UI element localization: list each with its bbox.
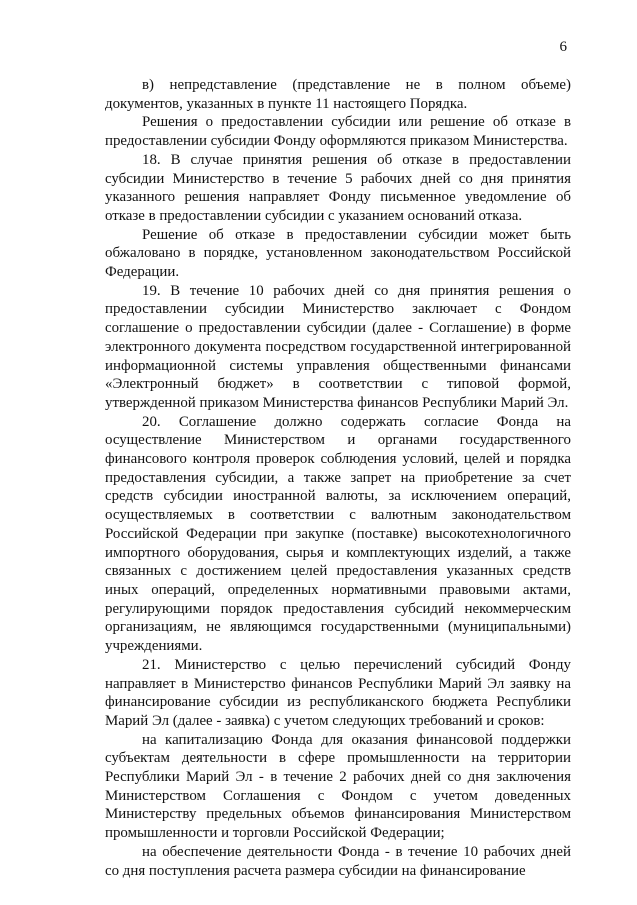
paragraph-appeal: Решение об отказе в предоставлении субсидии может быть обжаловано в порядке, установленном законодательством Российской Федерации. bbox=[105, 226, 571, 281]
document-body bbox=[105, 76, 571, 880]
paragraph-item-v: в) непредставление (представление не в полном объеме) документов, указанных в пункте 11 настоящего Порядка. bbox=[105, 77, 571, 112]
paragraph-21: 21. Министерство с целью перечислений субсидий Фонду направляет в Министерство финансов Республики Марий Эл заявку на финансирование субсидии из республиканского бюджета Республики Марий Эл (далее - заявка) с учетом следующих требований и сроков: bbox=[105, 656, 571, 729]
paragraph-capitalization: на капитализацию Фонда для оказания финансовой поддержки субъектам деятельности в сфере промышленности на территории Республики Марий Эл - в течение 2 рабочих дней со дня заключения Министерством Соглашения с Фондом с учетом доведенных Министерству предельных объемов финансирования Министерством промышленности и торговли Российской Федерации; bbox=[105, 731, 571, 842]
paragraph-decision-order: Решения о предоставлении субсидии или решение об отказе в предоставлении субсидии Фонду оформляются приказом Министерства. bbox=[105, 114, 571, 150]
paragraph-18: 18. В случае принятия решения об отказе в предоставлении субсидии Министерство в течение 5 рабочих дней со дня принятия указанного решения направляет Фонду письменное уведомление об отказе в предоставлении субсидии с указанием оснований отказа. bbox=[105, 151, 571, 224]
paragraph-fund-activity: на обеспечение деятельности Фонда - в течение 10 рабочих дней со дня поступления расчета размера субсидии на финансирование bbox=[105, 843, 571, 879]
page-number: 6 bbox=[559, 39, 567, 55]
paragraph-19: 19. В течение 10 рабочих дней со дня принятия решения о предоставлении субсидии Министерство заключает с Фондом соглашение о предоставлении субсидии (далее - Соглашение) в форме электронного документа посредством государственной интегрированной информационной системы управления общественными финансами «Электронный бюджет» в соответствии с типовой формой, утвержденной приказом Министерства финансов Республики Марий Эл. bbox=[105, 282, 571, 411]
paragraph-20: 20. Соглашение должно содержать согласие Фонда на осуществление Министерством и органами государственного финансового контроля проверок соблюдения условий, целей и порядка предоставления субсидии, а также запрет на приобретение за счет средств субсидии иностранной валюты, за исключением операций, осуществляемых в соответствии с валютным законодательством Российской Федерации при закупке (поставке) высокотехнологичного импортного оборудования, сырья и комплектующих изделий, а также связанных с достижением целей предоставления указанных средств иных операций, определенных нормативными правовыми актами, регулирующими порядок предоставления субсидий некоммерческим организациям, не являющимся государственными (муниципальными) учреждениями. bbox=[105, 413, 571, 655]
